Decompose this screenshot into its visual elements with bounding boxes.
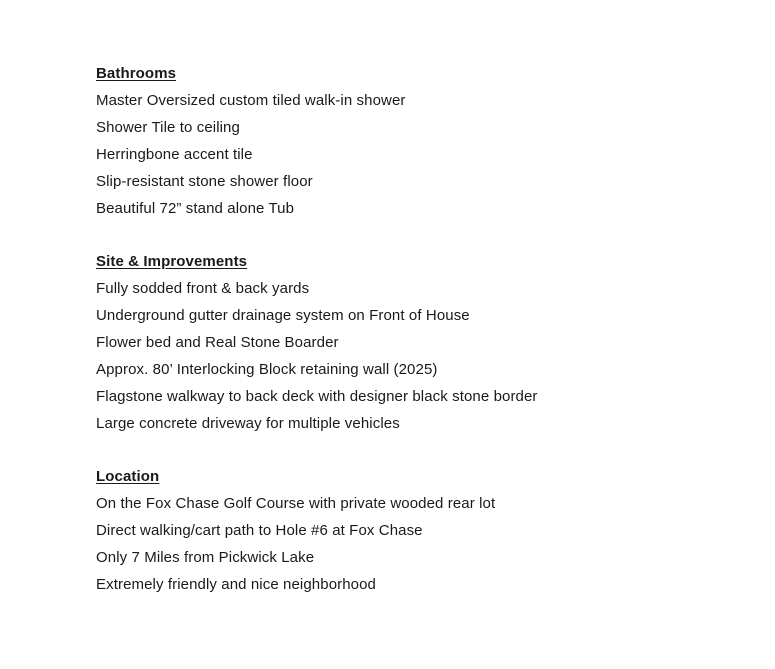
- list-item: Slip-resistant stone shower floor: [96, 173, 313, 190]
- feature-document: [96, 60, 756, 624]
- section-heading-location: Location: [96, 468, 160, 485]
- section-site-improvements: [96, 248, 756, 437]
- list-item: Flower bed and Real Stone Boarder: [96, 334, 339, 351]
- list-item: Master Oversized custom tiled walk-in shower: [96, 92, 406, 109]
- list-item: Extremely friendly and nice neighborhood: [96, 576, 376, 593]
- list-item: Underground gutter drainage system on Front of House: [96, 307, 470, 324]
- list-item: Large concrete driveway for multiple vehicles: [96, 415, 400, 432]
- list-item: Only 7 Miles from Pickwick Lake: [96, 549, 315, 566]
- section-location: [96, 463, 756, 598]
- list-item: Approx. 80’ Interlocking Block retaining wall (2025): [96, 361, 438, 378]
- section-heading-bathrooms: Bathrooms: [96, 65, 177, 82]
- list-item: Shower Tile to ceiling: [96, 119, 240, 136]
- list-item: Flagstone walkway to back deck with designer black stone border: [96, 388, 538, 405]
- section-bathrooms: [96, 60, 756, 222]
- list-item: Direct walking/cart path to Hole #6 at Fox Chase: [96, 522, 423, 539]
- section-heading-site-improvements: Site & Improvements: [96, 253, 248, 270]
- list-item: Herringbone accent tile: [96, 146, 253, 163]
- list-item: On the Fox Chase Golf Course with private wooded rear lot: [96, 495, 496, 512]
- list-item: Beautiful 72” stand alone Tub: [96, 200, 295, 217]
- list-item: Fully sodded front & back yards: [96, 280, 310, 297]
